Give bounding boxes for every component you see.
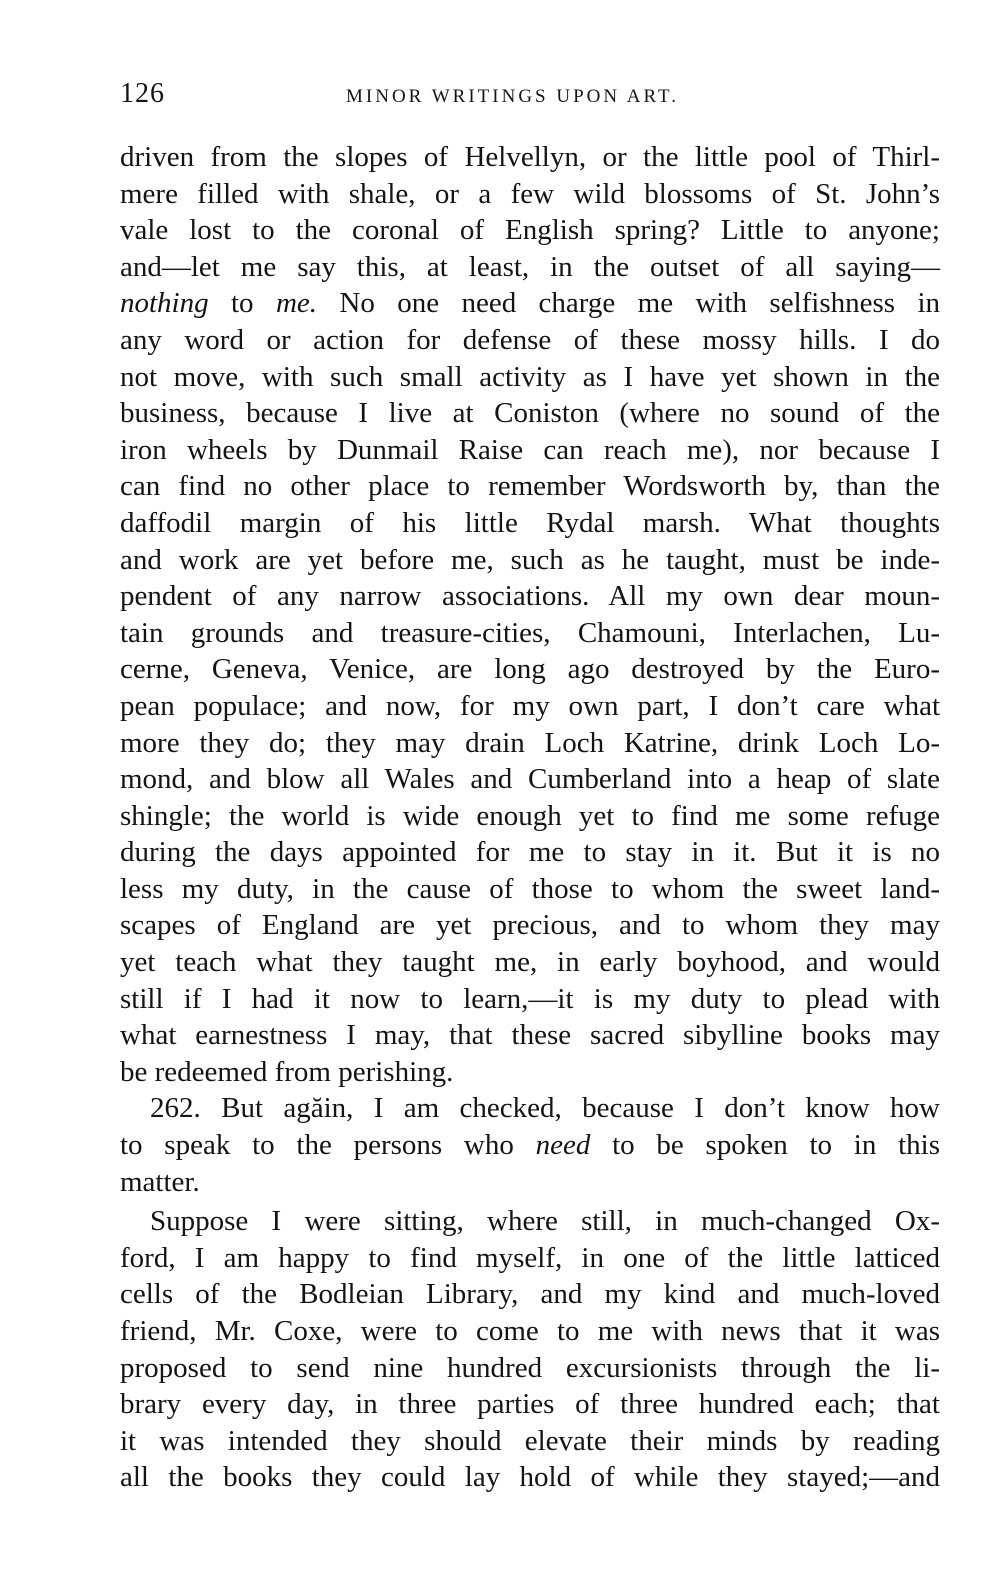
text-line: pean populace; and now, for my own part, I don’t care what [120,689,940,722]
text-line: what earnestness I may, that these sacred sibylline books may [120,1019,940,1052]
text-line: pendent of any narrow associations. All my own dear moun- [120,580,940,613]
text-line: iron wheels by Dunmail Raise can reach me), nor because I [120,433,940,466]
text-line: not move, with such small activity as I have yet shown in the [120,360,940,393]
body-text [120,139,940,1496]
text-line [120,285,940,322]
text-line: still if I had it now to learn,—it is my duty to plead with [120,982,940,1015]
italic-word: nothing [120,287,209,320]
page-header [120,70,940,114]
text-line: any word or action for defense of these mossy hills. I do [120,323,940,356]
text-line: friend, Mr. Coxe, were to come to me with news that it was [120,1315,940,1347]
text-line: ford, I am happy to find myself, in one of the little latticed [120,1241,940,1274]
text-line: brary every day, in three parties of three hundred each; that [120,1388,940,1421]
text-line: driven from the slopes of Helvellyn, or the little pool of Thirl- [120,141,940,173]
text-fragment: to [208,287,276,320]
text-fragment: to speak to the persons who [120,1129,536,1162]
text-line: more they do; they may drain Loch Katrine, drink Loch Lo- [120,726,940,759]
text-line: matter. [120,1165,200,1198]
text-fragment: to be spoken to in this [590,1129,940,1162]
text-line: shingle; the world is wide enough yet to find me some refuge [120,799,940,832]
text-line: mere filled with shale, or a few wild blossoms of St. John’s [120,177,940,210]
text-line: vale lost to the coronal of English spring? Little to anyone; [120,214,940,247]
text-fragment: No one need charge me with selfishness in [317,287,940,320]
running-head: MINOR WRITINGS UPON ART. [346,86,679,107]
text-line: less my duty, in the cause of those to whom the sweet land- [120,872,940,905]
text-line: and work are yet before me, such as he taught, must be inde- [120,543,940,576]
text-line: mond, and blow all Wales and Cumberland into a heap of slate [120,763,940,796]
paragraph-start-line: Suppose I were sitting, where still, in much-changed Ox- [150,1205,940,1238]
text-line: proposed to send nine hundred excursionists through the li- [120,1351,940,1384]
paragraph-start-line: 262. But agăin, I am checked, because I don’t know how [150,1092,940,1125]
text-line: cerne, Geneva, Venice, are long ago destroyed by the Euro- [120,653,940,686]
italic-word: me. [275,287,318,320]
text-line: scapes of England are yet precious, and to whom they may [120,909,940,942]
text-line: all the books they could lay hold of while they stayed;—and [120,1461,940,1494]
text-line [120,1127,940,1164]
text-line: tain grounds and treasure-cities, Chamouni, Interlachen, Lu- [120,616,940,649]
text-line: cells of the Bodleian Library, and my kind and much-loved [120,1278,940,1311]
text-line: business, because I live at Coniston (where no sound of the [120,397,940,430]
text-line: yet teach what they taught me, in early boyhood, and would [120,946,940,979]
text-line: be redeemed from perishing. [120,1055,454,1088]
text-line: daffodil margin of his little Rydal marsh. What thoughts [120,506,940,539]
text-line: can find no other place to remember Wordsworth by, than the [120,470,940,503]
text-line: during the days appointed for me to stay in it. But it is no [120,836,940,869]
page-number: 126 [120,78,165,109]
text-line: it was intended they should elevate their minds by reading [120,1424,940,1457]
text-line: and—let me say this, at least, in the outset of all saying— [120,250,940,283]
italic-word: need [535,1129,591,1162]
